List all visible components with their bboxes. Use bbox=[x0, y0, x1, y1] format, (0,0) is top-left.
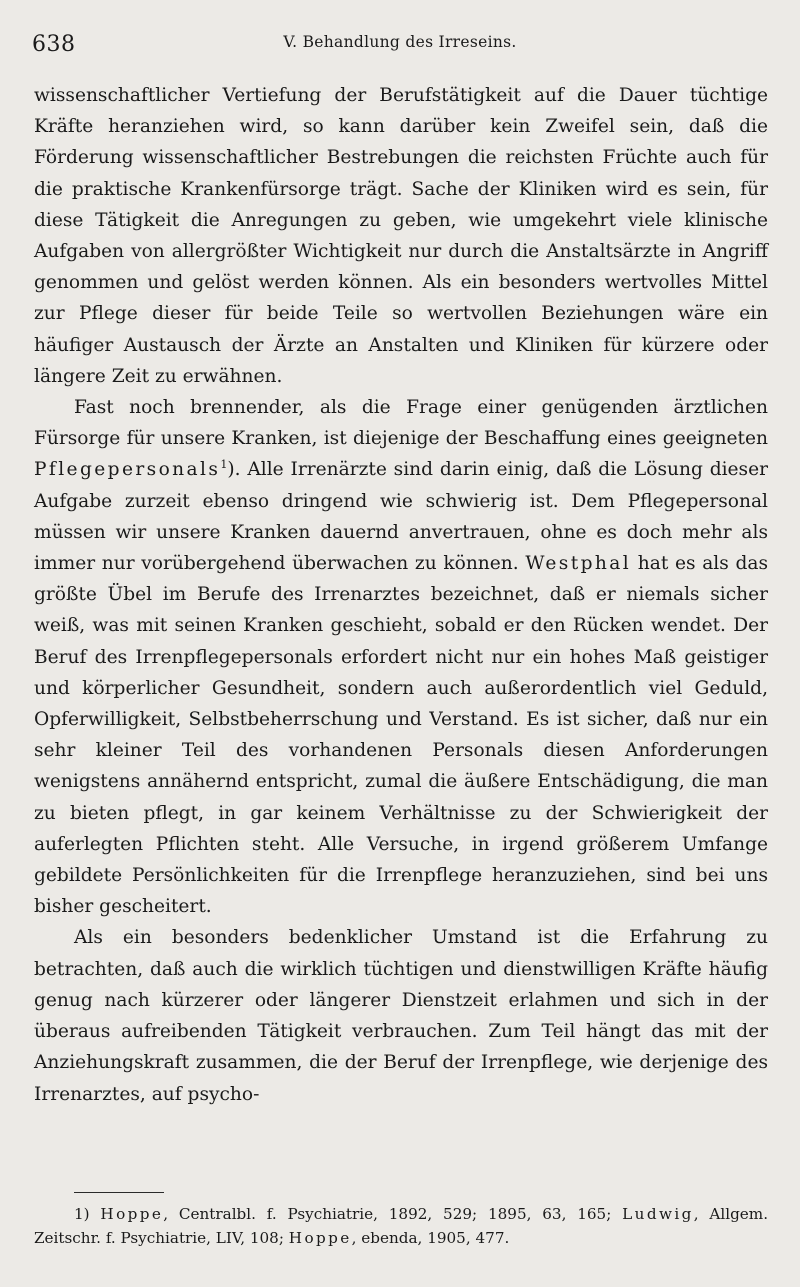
paragraph-2 bbox=[34, 392, 768, 922]
running-head: V. Behandlung des Irreseins. bbox=[283, 33, 517, 51]
footnote-citation-2: , Allgem. Zeitschr. f. Psychiatrie, LIV, 108; bbox=[34, 1205, 769, 1247]
paragraph-1: wissenschaftlicher Vertiefung der Berufstätigkeit auf die Dauer tüchtige Kräfte heranziehen wird, so kann darüber kein Zweifel sein, daß die Förderung wissenschaftlicher Bestrebungen die reichsten Früchte auch für die praktische Krankenfürsorge trägt. Sache der Kliniken wird es sein, für diese Tätigkeit die Anregungen zu geben, wie umgekehrt viele klinische Aufgaben von allergrößter Wichtigkeit nur durch die Anstaltsärzte in Angriff genommen und gelöst werden können. Als ein besonders wertvolles Mittel zur Pflege dieser für beide Teile so wertvollen Beziehungen wäre ein häufiger Austausch der Ärzte an Anstalten und Kliniken für kürzere oder längere Zeit zu erwähnen. bbox=[34, 85, 768, 387]
footnote-author-1: Hoppe bbox=[100, 1205, 164, 1223]
body-text bbox=[34, 80, 768, 1110]
footnote-marker: 1) bbox=[74, 1205, 90, 1223]
page-header bbox=[32, 30, 768, 60]
footnote-citation-1: , Centralbl. f. Psychiatrie, 1892, 529; 1895, 63, 165; bbox=[163, 1205, 612, 1223]
footnote-citation-3: , ebenda, 1905, 477. bbox=[351, 1229, 510, 1247]
paragraph-2-part-2: ). Alle Irrenärzte sind darin einig, daß die Lösung dieser Aufgabe zurzeit ebenso dringend wie schwierig ist. Dem Pflegepersonal müssen wir unsere Kranken dauernd anvertrauen, ohne es doch mehr als immer nur vorübergehend überwachen zu können. bbox=[34, 459, 768, 575]
page-number: 638 bbox=[32, 32, 76, 57]
footnote bbox=[34, 1202, 768, 1250]
paragraph-3: Als ein besonders bedenklicher Umstand ist die Erfahrung zu betrachten, daß auch die wirklich tüchtigen und dienstwilligen Kräfte häufig genug nach kürzerer oder längerer Dienstzeit erlahmen und sich in der überaus aufreibenden Tätigkeit verbrauchen. Zum Teil hängt das mit der Anziehungskraft zusammen, die der Beruf der Irrenpflege, wie derjenige des Irrenarztes, auf psycho- bbox=[34, 927, 768, 1105]
footnote-reference: 1 bbox=[220, 458, 228, 472]
footnote-rule bbox=[74, 1192, 164, 1193]
paragraph-2-part-3: hat es als das größte Übel im Berufe des Irrenarztes bezeichnet, daß er niemals sicher weiß, was mit seinen Kranken geschieht, sobald er den Rücken wendet. Der Beruf des Irrenpflegepersonals erfordert nicht nur ein hohes Maß geistiger und körperlicher Gesundheit, sondern auch außerordentlich viel Geduld, Opferwilligkeit, Selbstbeherrschung und Verstand. Es ist sicher, daß nur ein sehr kleiner Teil des vorhandenen Personals diesen Anforderungen wenigstens annähernd entspricht, zumal die äußere Entschädigung, die man zu bieten pflegt, in gar keinem Verhältnisse zu der Schwierigkeit der auferlegten Pflichten steht. Alle Versuche, in irgend größerem Umfange gebildete Persönlichkeiten für die Irrenpflege heranzuziehen, sind bei uns bisher gescheitert. bbox=[34, 553, 768, 918]
footnote-author-3: Hoppe bbox=[288, 1229, 352, 1247]
name-westphal: Westphal bbox=[525, 553, 632, 575]
paragraph-2-part-1: Fast noch brennender, als die Frage einer genügenden ärztlichen Fürsorge für unsere Kranken, ist diejenige der Beschaffung eines geeigneten bbox=[34, 397, 768, 450]
term-pflegepersonals: Pflegepersonals bbox=[34, 459, 221, 481]
footnote-author-2: Ludwig bbox=[622, 1205, 694, 1223]
